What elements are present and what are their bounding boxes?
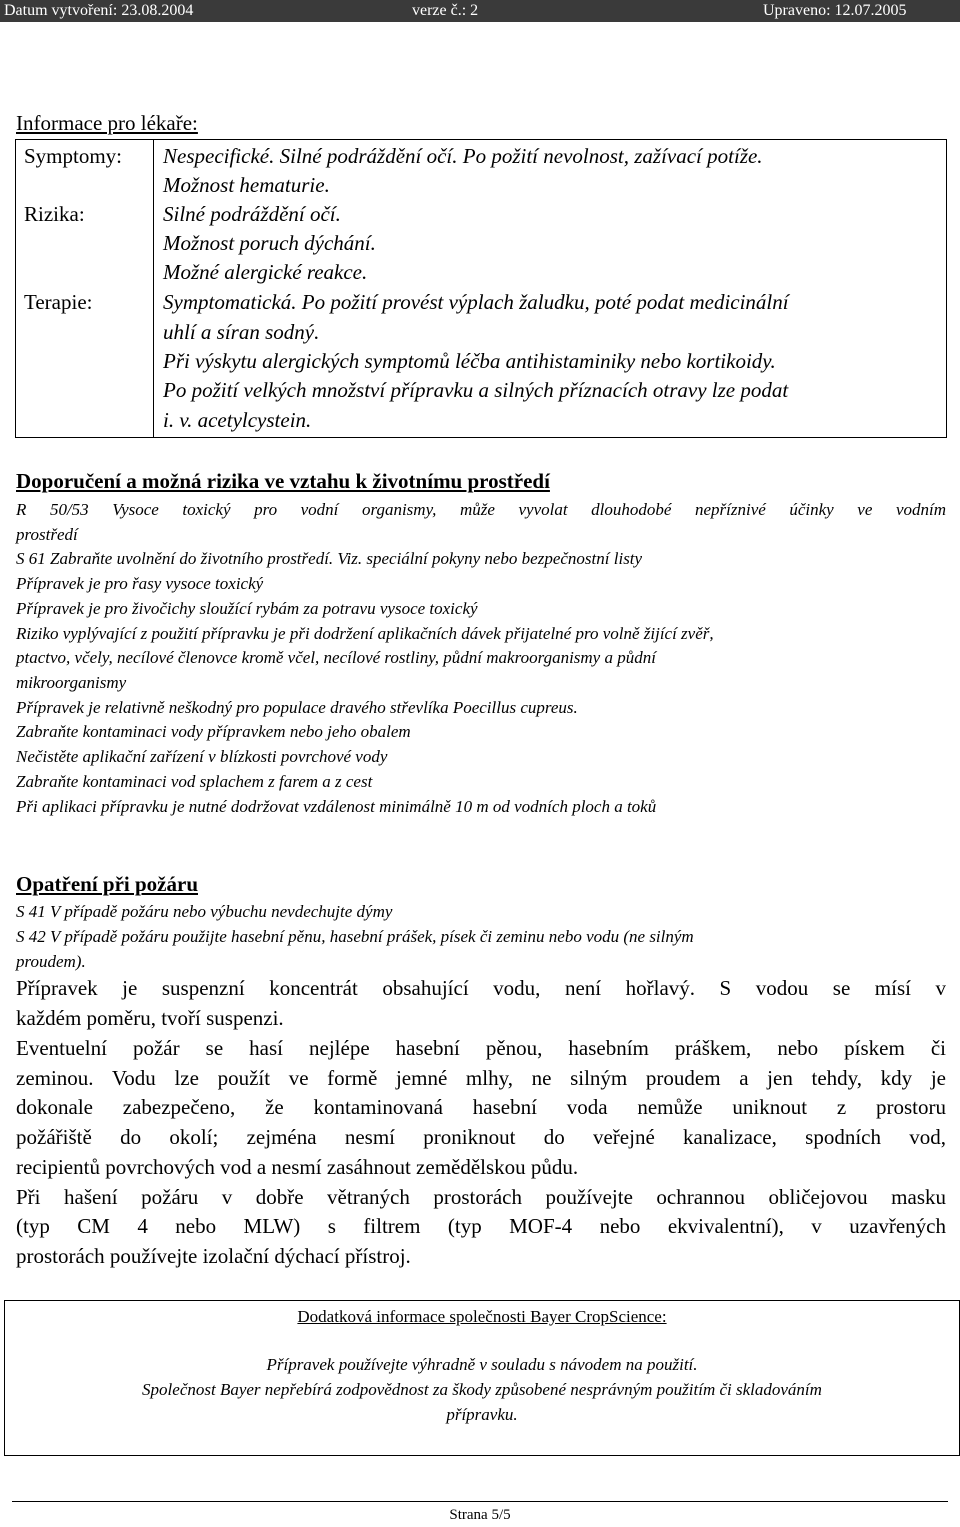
fire-body-line: požářiště do okolí; zejména nesmí proniknout do veřejné kanalizace, spodních vod, <box>16 1125 946 1149</box>
environment-heading: Doporučení a možná rizika ve vztahu k životnímu prostředí <box>16 469 550 493</box>
footer-divider <box>12 1501 948 1502</box>
fire-body-line: dokonale zabezpečeno, že kontaminovaná hasební voda nemůže uniknout z prostoru <box>16 1095 946 1119</box>
fire-s-line: S 41 V případě požáru nebo výbuchu nevdechujte dýmy <box>16 902 393 921</box>
symptoms-line: Nespecifické. Silné podráždění očí. Po požití nevolnost, zažívací potíže. <box>163 144 763 168</box>
physician-info-table <box>15 139 947 438</box>
therapy-line: Symptomatická. Po požití provést výplach žaludku, poté podat medicinální <box>163 290 789 314</box>
fire-s-line: S 42 V případě požáru použijte hasební pěnu, hasební prášek, písek či zeminu nebo vodu (ne silným <box>16 927 694 946</box>
env-line: prostředí <box>16 525 78 544</box>
bayer-info-box <box>4 1300 960 1456</box>
fire-heading: Opatření při požáru <box>16 872 198 896</box>
therapy-line: Po požití velkých množství přípravku a silných příznacích otravy lze podat <box>163 378 789 402</box>
env-line: Přípravek je relativně neškodný pro populace dravého střevlíka Poecillus cupreus. <box>16 698 578 717</box>
env-line: S 61 Zabraňte uvolnění do životního prostředí. Viz. speciální pokyny nebo bezpečnostní listy <box>16 549 643 568</box>
fire-body-line: zeminou. Vodu lze použít ve formě jemné mlhy, ne silným proudem a jen tehdy, kdy je <box>16 1066 946 1090</box>
env-line: Při aplikaci přípravku je nutné dodržovat vzdálenost minimálně 10 m od vodních ploch a toků <box>16 797 657 816</box>
risks-line: Možné alergické reakce. <box>163 260 368 284</box>
fire-body-line: prostorách používejte izolační dýchací přístroj. <box>16 1244 411 1268</box>
env-line: mikroorganismy <box>16 673 127 692</box>
symptoms-line: Možnost hematurie. <box>163 173 330 197</box>
fire-body-line: Eventuelní požár se hasí nejlépe hasební pěnou, hasebním práškem, nebo pískem či <box>16 1036 946 1060</box>
therapy-line: uhlí a síran sodný. <box>163 320 320 344</box>
env-line: Zabraňte kontaminaci vody přípravkem nebo jeho obalem <box>16 722 411 741</box>
document-header <box>0 0 960 22</box>
env-line: Nečistěte aplikační zařízení v blízkosti povrchové vody <box>16 747 388 766</box>
updated-date: Upraveno: 12.07.2005 <box>763 2 907 19</box>
risks-label: Rizika: <box>24 202 85 226</box>
env-line: Přípravek je pro živočichy sloužící rybám za potravu vysoce toxický <box>16 599 478 618</box>
env-line: Přípravek je pro řasy vysoce toxický <box>16 574 264 593</box>
fire-body-line: Přípravek je suspenzní koncentrát obsahující vodu, není hořlavý. S vodou se mísí v <box>16 976 946 1000</box>
fire-body-line: recipientů povrchových vod a nesmí zasáhnout zemědělskou půdu. <box>16 1155 579 1179</box>
therapy-label: Terapie: <box>24 290 93 314</box>
risks-line: Silné podráždění očí. <box>163 202 341 226</box>
therapy-line: i. v. acetylcystein. <box>163 408 312 432</box>
table-divider <box>153 140 154 437</box>
bayer-box-line: přípravku. <box>446 1405 518 1424</box>
physician-info-title: Informace pro lékaře: <box>16 111 198 135</box>
fire-body-line: každém poměru, tvoří suspenzi. <box>16 1006 284 1030</box>
bayer-box-title: Dodatková informace společnosti Bayer CropScience: <box>297 1307 667 1326</box>
therapy-line: Při výskytu alergických symptomů léčba antihistaminiky nebo kortikoidy. <box>163 349 776 373</box>
risks-line: Možnost poruch dýchání. <box>163 231 376 255</box>
fire-body-line: (typ CM 4 nebo MLW) s filtrem (typ MOF-4 nebo ekvivalentní), v uzavřených <box>16 1214 946 1238</box>
env-line: R 50/53 Vysoce toxický pro vodní organismy, může vyvolat dlouhodobé nepříznivé účinky ve vodním <box>16 500 946 519</box>
version-number: verze č.: 2 <box>412 2 479 19</box>
env-line: Zabraňte kontaminaci vod splachem z farem a z cest <box>16 772 373 791</box>
page-number: Strana 5/5 <box>449 1507 511 1523</box>
bayer-box-line: Společnost Bayer nepřebírá zodpovědnost za škody způsobené nesprávným použitím či skladováním <box>142 1380 822 1399</box>
created-date: Datum vytvoření: 23.08.2004 <box>4 2 194 19</box>
bayer-box-line: Přípravek používejte výhradně v souladu s návodem na použití. <box>266 1355 698 1374</box>
env-line: Riziko vyplývající z použití přípravku je při dodržení aplikačních dávek přijatelné pro volně žijící zvěř, <box>16 624 714 643</box>
fire-body-line: Při hašení požáru v dobře větraných prostorách používejte ochrannou obličejovou masku <box>16 1185 946 1209</box>
env-line: ptactvo, včely, necílové členovce kromě včel, necílové rostliny, půdní makroorganismy a půdní <box>16 648 656 667</box>
fire-s-line: proudem). <box>16 952 86 971</box>
symptoms-label: Symptomy: <box>24 144 123 168</box>
